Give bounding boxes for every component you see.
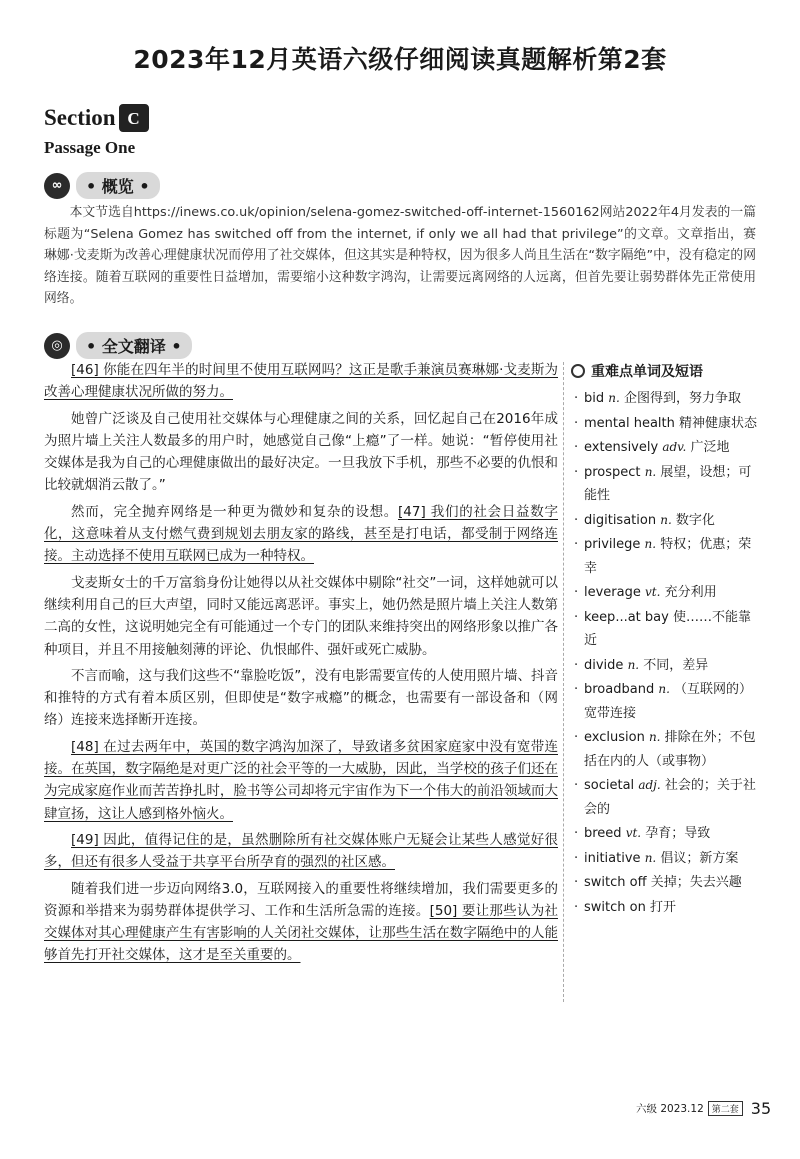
- vocab-title: 重难点单词及短语: [591, 364, 703, 380]
- translation-paragraph: 戈麦斯女士的千万富翁身份让她得以从社交媒体中剔除“社交”一词，这样她就可以继续利用自己的巨大声望，同时又能远离恶评。事实上，她仍然是照片墙上关注人数第二高的女性，这说明她完全有可能通过一个专门的团队来维持突出的网络形象以推广各种项目，并且不用接触刻薄的评论、仇恨邮件、强奸或死亡威胁。: [44, 574, 558, 658]
- vocab-definition: 展望，设想；可能性: [584, 464, 752, 503]
- section-heading: [44, 104, 149, 132]
- question-47-text: [47] 我们的社会日益数字化，这意味着从支付燃气费到规划去朋友家的路线，甚至是打电话，都受制于网络连接。主动选择不使用互联网已成为一种特权。: [44, 503, 558, 565]
- vocab-word: bid: [584, 391, 605, 406]
- vocab-definition: 不同，差异: [643, 657, 709, 673]
- section-label: Section: [44, 105, 116, 130]
- question-49-text: [49] 因此，值得记住的是，虽然删除所有社交媒体账户无疑会让某些人感觉好很多，但还有很多人受益于共享平台所孕育的强烈的社区感。: [44, 831, 558, 871]
- vocab-word: breed: [584, 826, 622, 841]
- vocab-pos: n.: [658, 682, 670, 696]
- vocab-pos: adv.: [662, 440, 687, 454]
- vocab-word: keep...at bay: [584, 609, 669, 625]
- vocab-word: switch on: [584, 899, 646, 915]
- vocab-definition: 使……不能靠近: [584, 609, 751, 648]
- translation-paragraph: [44, 829, 558, 874]
- vocab-definition: 关掉；失去兴趣: [650, 875, 742, 890]
- overview-heading-label: • 概览 •: [76, 172, 160, 199]
- translation-text: 在英国，数字隔绝是对更广泛的社会平等的一大威胁，因此，当学校的孩子们还在为完成家庭作业而苦苦挣扎时，脸书等公司却将元宇宙作为下一个伟大的前沿领域而大肆宣扬，这让人感到格外恼火。: [44, 761, 559, 822]
- vocab-pos: adj.: [638, 778, 661, 792]
- vocab-item: [574, 678, 760, 725]
- page-footer: [636, 1099, 771, 1118]
- vocab-item: [574, 509, 760, 533]
- vocab-item: [574, 896, 760, 920]
- vocab-definition: 社会的；关于社会的: [584, 778, 756, 817]
- vocab-word: digitisation: [584, 512, 657, 528]
- question-50-text: [50] 要让那些认为社交媒体对其心理健康产生有害影响的人关闭社交媒体，让那些生活在数字隔绝中的人能够首先打开社交媒体，这才是至关重要的。: [44, 902, 558, 964]
- vocab-pos: vt.: [645, 585, 661, 599]
- vocab-definition: 排除在外；不包括在内的人（或事物）: [584, 730, 756, 769]
- vocab-pos: n.: [608, 391, 620, 405]
- vocab-item: [574, 436, 760, 460]
- vocab-definition: 精神健康状态: [679, 415, 758, 431]
- glasses-icon: ∞: [44, 173, 70, 199]
- vocab-word: initiative: [584, 850, 641, 866]
- speech-bubble-icon: ◎: [44, 333, 70, 359]
- translation-paragraph: 不言而喻，这与我们这些不“靠脸吃饭”，没有电影需要宣传的人使用照片墙、抖音和推特的方式有着本质区别，但即使是“数字戒瘾”的概念，也需要有一部设备和（网络）连接来选择断开连接。: [44, 667, 558, 729]
- column-divider: [563, 362, 564, 1002]
- translation-text: 然而，完全抛弃网络是一种更为微妙和复杂的设想。: [71, 503, 399, 520]
- footer-set-badge: 第二套: [708, 1101, 743, 1116]
- vocab-word: extensively: [584, 440, 659, 455]
- vocab-pos: n.: [644, 464, 657, 479]
- passage-heading: Passage One: [44, 138, 136, 157]
- vocab-item: [574, 581, 760, 605]
- vocab-word: switch off: [584, 875, 647, 890]
- vocab-pos: n.: [648, 730, 661, 744]
- vocab-list: [574, 387, 760, 920]
- vocab-definition: 特权；优惠；荣幸: [584, 537, 752, 576]
- translation-paragraph: [44, 878, 558, 967]
- translation-paragraph: [44, 359, 558, 404]
- vocab-definition: （互联网的）宽带连接: [584, 682, 753, 721]
- vocab-definition: 数字化: [675, 512, 715, 528]
- translation-text: 随着我们进一步迈向网络3.0，互联网接入的重要性将继续增加，我们需要更多的资源和举措来为弱势群体提供学习、工作和生活所急需的连接。: [44, 880, 558, 919]
- translation-heading: [44, 332, 192, 359]
- target-icon: [571, 364, 585, 378]
- vocab-pos: n.: [660, 512, 672, 527]
- vocab-pos: n.: [644, 537, 657, 551]
- vocab-definition: 企图得到，努力争取: [623, 391, 741, 406]
- overview-heading: [44, 172, 160, 199]
- vocab-word: exclusion: [584, 730, 645, 745]
- vocab-item: [574, 726, 760, 773]
- vocab-pos: n.: [644, 850, 657, 865]
- vocab-word: leverage: [584, 585, 641, 600]
- vocab-word: prospect: [584, 464, 641, 480]
- vocab-word: privilege: [584, 537, 641, 552]
- vocab-item: [574, 533, 760, 580]
- question-48-text: [48] 在过去两年中，英国的数字鸿沟加深了，导致诸多贫困家庭家中没有宽带连接。: [44, 738, 558, 778]
- vocab-pos: n.: [627, 657, 640, 672]
- vocab-item: [574, 461, 760, 508]
- page-title: 2023年12月英语六级仔细阅读真题解析第2套: [133, 45, 667, 74]
- vocab-item: [574, 847, 760, 871]
- question-46-text: [46] 你能在四年半的时间里不使用互联网吗？这正是歌手兼演员赛琳娜·戈麦斯为改善心理健康状况所做的努力。: [44, 362, 558, 401]
- translation-heading-label: • 全文翻译 •: [76, 332, 192, 359]
- vocab-word: mental health: [584, 415, 675, 431]
- vocab-heading: [571, 361, 703, 381]
- vocab-word: societal: [584, 778, 635, 793]
- footer-exam: 六级 2023.12: [636, 1103, 704, 1115]
- vocab-definition: 倡议；新方案: [660, 850, 739, 866]
- translation-paragraph: 她曾广泛谈及自己使用社交媒体与心理健康之间的关系，回忆起自己在2016年成为照片墙上关注人数最多的用户时，她感觉自己像“上瘾”了一样。她说：“暂停使用社交媒体是我为自己的心理健康做出的最好决定。一旦我放下手机，那些不必要的仇恨和比较就烟消云散了。”: [44, 410, 558, 494]
- vocab-item: [574, 774, 760, 821]
- overview-text: 本文节选自https://inews.co.uk/opinion/selena-gomez-switched-off-internet-1560162网站2022年4月发表的一篇标题为“Selena Gomez has switched off from the internet, if only we all had that privilege”的文章。文章指出，赛琳娜·戈麦斯为改善心理健康状况而停用了社交媒体，但这其实是种特权，因为很多人尚且生活在“数字隔绝”中，没有稳定的网络连接。随着互联网的重要性日益增加，需要缩小这种数字鸿沟，让需要远离网络的人远离，但首先要让弱势群体先正常使用网络。: [44, 205, 756, 307]
- vocab-definition: 广泛地: [690, 440, 730, 455]
- vocab-item: [574, 606, 760, 653]
- vocab-item: [574, 871, 760, 895]
- section-letter-icon: C: [119, 104, 149, 132]
- vocab-item: [574, 822, 760, 846]
- vocab-item: [574, 654, 760, 678]
- translation-paragraph: [44, 501, 558, 568]
- vocab-definition: 打开: [649, 899, 676, 915]
- vocab-pos: vt.: [625, 826, 642, 840]
- vocab-definition: 孕育；导致: [645, 826, 711, 841]
- vocab-word: broadband: [584, 682, 655, 697]
- vocab-item: [574, 412, 760, 436]
- translation-body: [44, 359, 558, 971]
- translation-paragraph: [44, 736, 558, 825]
- vocab-word: divide: [584, 657, 624, 673]
- vocab-definition: 充分利用: [664, 585, 717, 600]
- vocab-item: [574, 387, 760, 411]
- page-number: 35: [750, 1099, 772, 1118]
